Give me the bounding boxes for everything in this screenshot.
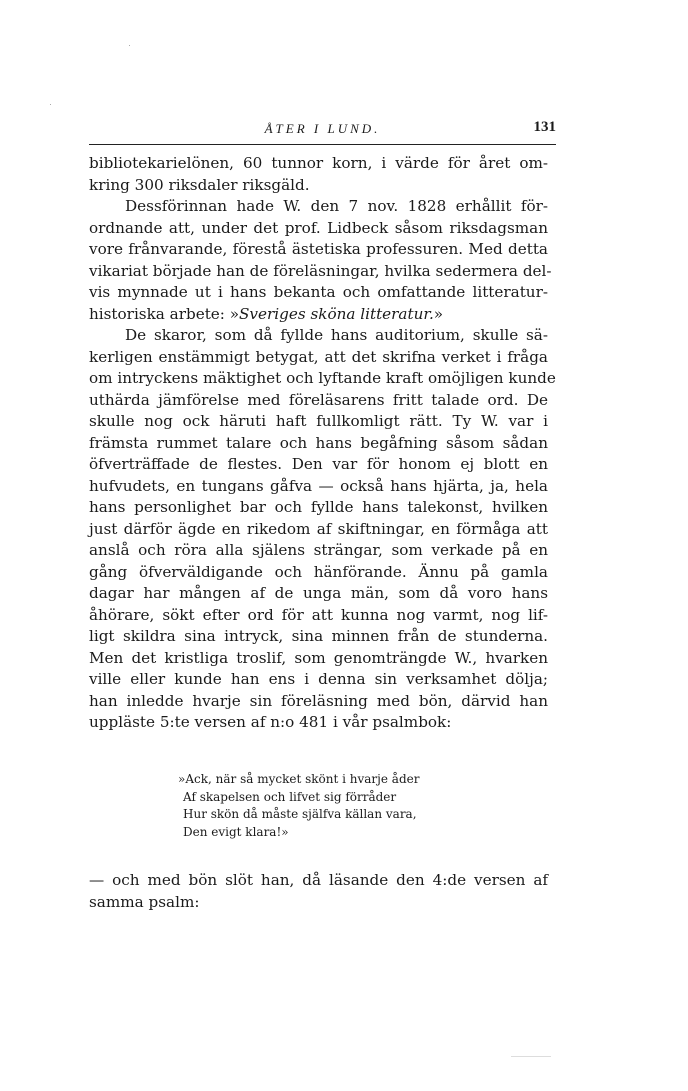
text-line: ville eller kunde han ens i denna sin verksamhet dölja; (89, 670, 548, 688)
psalm-verse (178, 771, 419, 841)
verse-line: Hur skön då måste själfva källan vara, (183, 807, 417, 821)
text-line: dagar har mången af de unga män, som då voro hans (89, 584, 548, 602)
text-line: bibliotekarielönen, 60 tunnor korn, i värde för året om- (89, 154, 548, 172)
text-line: samma psalm: (89, 892, 200, 911)
text-line: han inledde hvarje sin föreläsning med bön, därvid han (89, 691, 548, 710)
text-line: vore frånvarande, förestå ästetiska professuren. Med detta (89, 240, 548, 258)
text-line (89, 304, 548, 326)
running-head (89, 119, 556, 141)
paper-speck (511, 1056, 551, 1057)
text-line: hans personlighet bar och fyllde hans talekonst, hvilken (89, 498, 548, 516)
header-rule (89, 144, 556, 145)
text-fragment: historiska arbete: » (89, 304, 240, 323)
body-text (89, 153, 556, 734)
text-line: kring 300 riksdaler riksgäld. (89, 175, 310, 194)
text-fragment: » (433, 304, 444, 323)
text-line: uthärda jämförelse med föreläsarens fritt talade ord. De (89, 390, 548, 409)
text-line: främsta rummet talare och hans begåfning såsom sådan (89, 433, 548, 452)
text-line: De skaror, som då fyllde hans auditorium, skulle sä- (125, 326, 548, 344)
text-line: uppläste 5:te versen af n:o 481 i vår psalmbok: (89, 713, 452, 731)
running-title: ÅTER I LUND. (264, 121, 381, 136)
text-line: ligt skildra sina intryck, sina minnen från de stunderna. (89, 627, 548, 645)
text-line: vikariat började han de föreläsningar, hvilka sedermera del- (89, 261, 552, 280)
verse-line: Den evigt klara!» (183, 824, 289, 839)
text-line: — och med bön slöt han, då läsande den 4:de versen af (89, 871, 548, 889)
text-line: gång öfverväldigande och hänförande. Ännu på gamla (89, 562, 548, 581)
book-title: Sveriges sköna litteratur. (239, 304, 434, 323)
text-line: åhörare, sökt efter ord för att kunna nog varmt, nog lif- (89, 605, 548, 624)
text-line: ordnande att, under det prof. Lidbeck såsom riksdagsman (89, 218, 548, 237)
text-line: anslå och röra alla själens strängar, som verkade på en (89, 541, 548, 559)
page-number: 131 (533, 119, 556, 135)
text-line: kerligen enstämmigt betygat, att det skrifna verket i fråga (89, 347, 548, 366)
text-line: Dessförinnan hade W. den 7 nov. 1828 erhållit för- (125, 197, 548, 215)
text-line: hufvudets, en tungans gåfva — också hans hjärta, ja, hela (89, 476, 548, 495)
closing-text (89, 870, 548, 913)
paper-speck (50, 104, 51, 105)
text-line: just därför ägde en rikedom af skiftningar, en förmåga att (89, 519, 548, 538)
text-line: vis mynnade ut i hans bekanta och omfattande litteratur- (89, 283, 548, 301)
verse-line: »Ack, när så mycket skönt i hvarje åder (178, 772, 420, 786)
verse-line: Af skapelsen och lifvet sig förråder (183, 789, 397, 804)
text-line: öfverträffade de flestes. Den var för honom ej blott en (89, 455, 548, 473)
text-line: om intryckens mäktighet och lyftande kraft omöjligen kunde (89, 369, 556, 387)
text-line: skulle nog ock häruti haft fullkomligt rätt. Ty W. var i (89, 412, 548, 430)
paper-speck (129, 45, 130, 46)
text-line: Men det kristliga troslif, som genomträngde W., hvarken (89, 648, 548, 667)
